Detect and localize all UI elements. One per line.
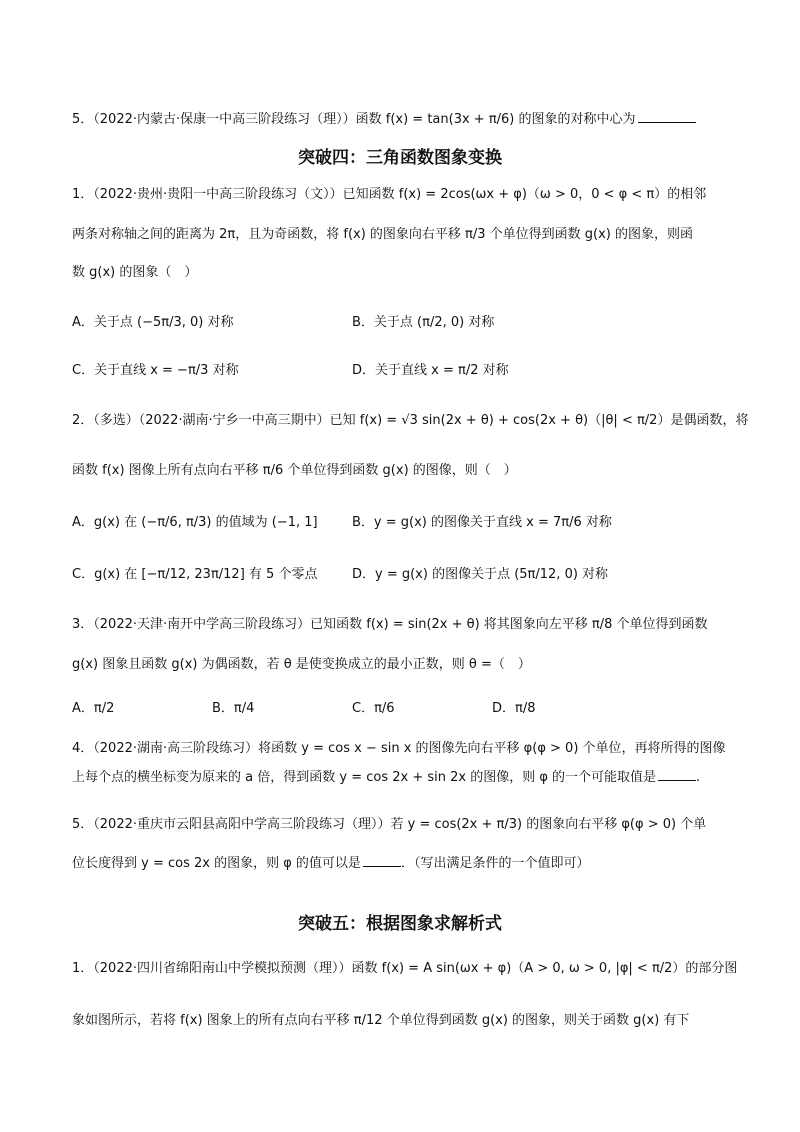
s5-question-1-line-1: 1．（2022·四川省绵阳南山中学模拟预测（理））函数 f(x) = A sin(ωx + φ)（A > 0, ω > 0, |φ| < π/2）的部分图 bbox=[72, 961, 738, 976]
section-title-breakthrough-4: 突破四：三角函数图象变换 bbox=[298, 148, 502, 168]
s4-question-3-option-d: D．π/8 bbox=[492, 701, 536, 716]
s4-question-2-option-b: B．y = g(x) 的图像关于直线 x = 7π/6 对称 bbox=[352, 515, 612, 530]
s4-question-5-line-1: 5．（2022·重庆市云阳县高阳中学高三阶段练习（理））若 y = cos(2x + π/3) 的图象向右平移 φ(φ > 0) 个单 bbox=[72, 817, 707, 832]
s4-question-3-option-c: C．π/6 bbox=[352, 701, 395, 716]
s4-question-1-option-c: C．关于直线 x = −π/3 对称 bbox=[72, 363, 239, 378]
answer-blank[interactable] bbox=[638, 108, 696, 123]
s4-question-1-option-a: A．关于点 (−5π/3, 0) 对称 bbox=[72, 315, 234, 330]
s4-question-3-line-1: 3．（2022·天津·南开中学高三阶段练习）已知函数 f(x) = sin(2x + θ) 将其图象向左平移 π/8 个单位得到函数 bbox=[72, 617, 708, 632]
s4-question-3-option-b: B．π/4 bbox=[212, 701, 255, 716]
s4-question-4-line-1: 4．（2022·湖南·高三阶段练习）将函数 y = cos x − sin x 的图像先向右平移 φ(φ > 0) 个单位，再将所得的图像 bbox=[72, 741, 726, 756]
s4-question-1-option-d: D．关于直线 x = π/2 对称 bbox=[352, 363, 509, 378]
s4-question-3-line-2: g(x) 图象且函数 g(x) 为偶函数，若 θ 是使变换成立的最小正数，则 θ =（ ） bbox=[72, 657, 531, 672]
s4-question-2-option-a: A．g(x) 在 (−π/6, π/3) 的值域为 (−1, 1] bbox=[72, 515, 318, 530]
s4-question-1-line-1: 1．（2022·贵州·贵阳一中高三阶段练习（文））已知函数 f(x) = 2cos(ωx + φ)（ω > 0，0 < φ < π）的相邻 bbox=[72, 187, 707, 202]
answer-blank[interactable] bbox=[363, 852, 401, 867]
s4-question-3-option-a: A．π/2 bbox=[72, 701, 115, 716]
s4-question-2-option-d: D．y = g(x) 的图像关于点 (5π/12, 0) 对称 bbox=[352, 567, 609, 582]
s4-question-2-line-1: 2．（多选）（2022·湖南·宁乡一中高三期中）已知 f(x) = √3 sin(2x + θ) + cos(2x + θ)（|θ| < π/2）是偶函数，将 bbox=[72, 413, 749, 428]
s4-question-4-line-2: 上每个点的横坐标变为原来的 a 倍，得到函数 y = cos 2x + sin 2x 的图像，则 φ 的一个可能取值是 . bbox=[72, 766, 732, 789]
question-5-previous-section: 5．（2022·内蒙古·保康一中高三阶段练习（理））函数 f(x) = tan(3x + π/6) 的图象的对称中心为 bbox=[72, 108, 732, 131]
answer-blank[interactable] bbox=[658, 766, 696, 781]
s4-question-5-line-2: 位长度得到 y = cos 2x 的图象，则 φ 的值可以是 ．（写出满足条件的一个值即可） bbox=[72, 852, 732, 875]
s5-question-1-line-2: 象如图所示，若将 f(x) 图象上的所有点向右平移 π/12 个单位得到函数 g(x) 的图象，则关于函数 g(x) 有下 bbox=[72, 1013, 690, 1028]
s4-question-1-option-b: B．关于点 (π/2, 0) 对称 bbox=[352, 315, 495, 330]
s4-question-2-option-c: C．g(x) 在 [−π/12, 23π/12] 有 5 个零点 bbox=[72, 567, 318, 582]
section-title-breakthrough-5: 突破五：根据图象求解析式 bbox=[298, 914, 502, 934]
s4-question-2-line-2: 函数 f(x) 图像上所有点向右平移 π/6 个单位得到函数 g(x) 的图像，则（ ） bbox=[72, 463, 517, 478]
s4-question-1-line-2: 两条对称轴之间的距离为 2π，且为奇函数，将 f(x) 的图象向右平移 π/3 个单位得到函数 g(x) 的图象，则函 bbox=[72, 227, 694, 242]
s4-question-1-line-3: 数 g(x) 的图象（ ） bbox=[72, 265, 198, 280]
